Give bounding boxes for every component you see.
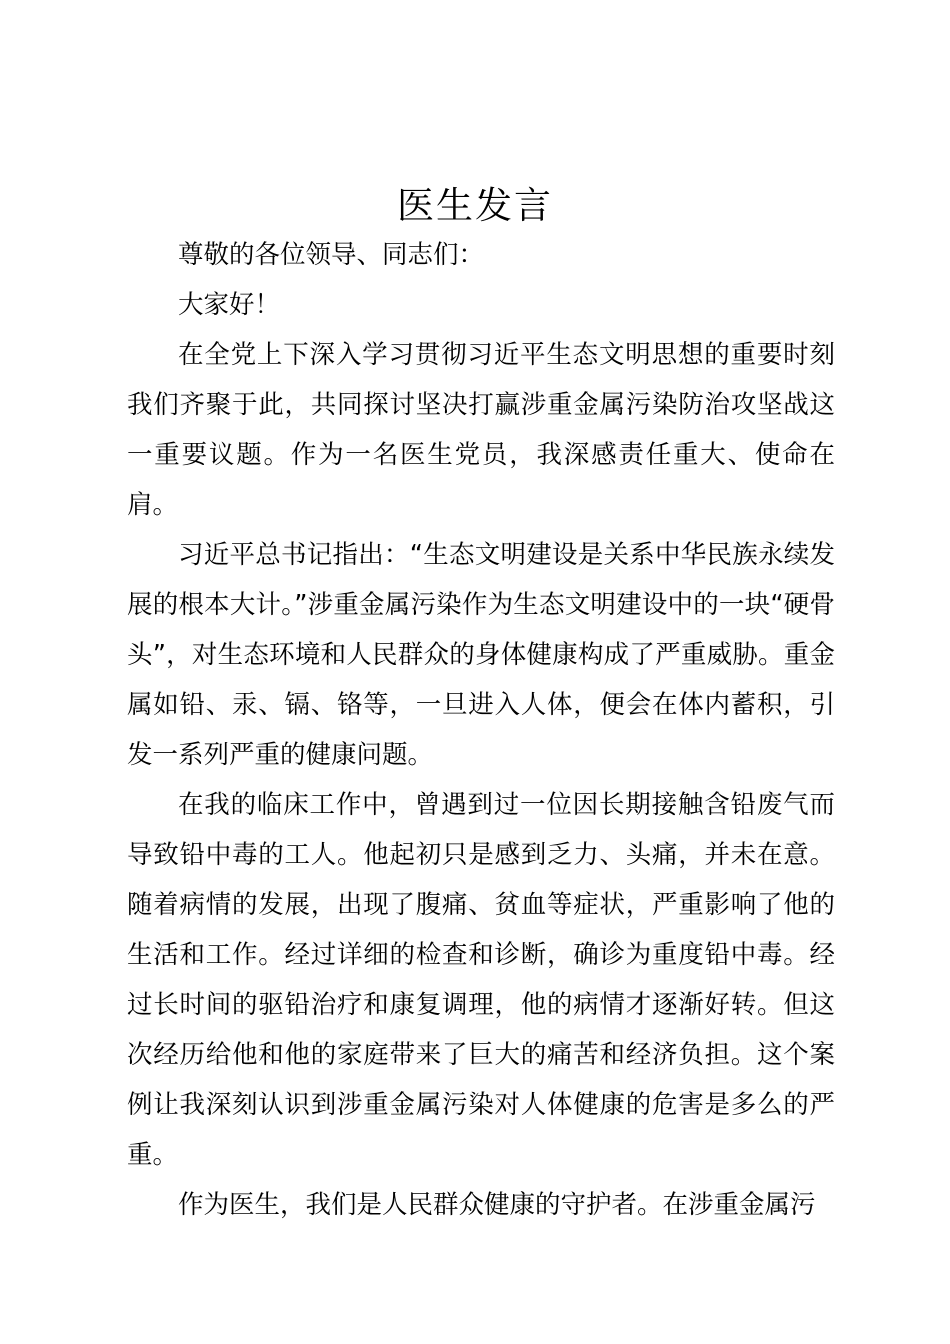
document-title: 医生发言 xyxy=(397,184,553,227)
salutation: 尊敬的各位领导、同志们： xyxy=(178,240,485,270)
greeting: 大家好！ xyxy=(178,290,281,320)
paragraph-role: 作为医生，我们是人民群众健康的守护者。在涉重金属污 xyxy=(178,1190,816,1220)
paragraph-intro: 在全党上下深入学习贯彻习近平生态文明思想的重要时刻我们齐聚于此，共同探讨坚决打赢涉重金属污染防治攻坚战这一重要议题。作为一名医生党员，我深感责任重大、使命在肩。 xyxy=(127,340,835,520)
document-body xyxy=(127,230,835,1230)
paragraph-quote: 习近平总书记指出：“生态文明建设是关系中华民族永续发展的根本大计。”涉重金属污染作为生态文明建设中的一块“硬骨头”，对生态环境和人民群众的身体健康构成了严重威胁。重金属如铅、汞、镉、铬等，一旦进入人体，便会在体内蓄积，引发一系列严重的健康问题。 xyxy=(127,540,835,770)
paragraph-case: 在我的临床工作中，曾遇到过一位因长期接触含铅废气而导致铅中毒的工人。他起初只是感到乏力、头痛，并未在意。随着病情的发展，出现了腹痛、贫血等症状，严重影响了他的生活和工作。经过详细的检查和诊断，确诊为重度铅中毒。经过长时间的驱铅治疗和康复调理，他的病情才逐渐好转。但这次经历给他和他的家庭带来了巨大的痛苦和经济负担。这个案例让我深刻认识到涉重金属污染对人体健康的危害是多么的严重。 xyxy=(127,790,835,1170)
